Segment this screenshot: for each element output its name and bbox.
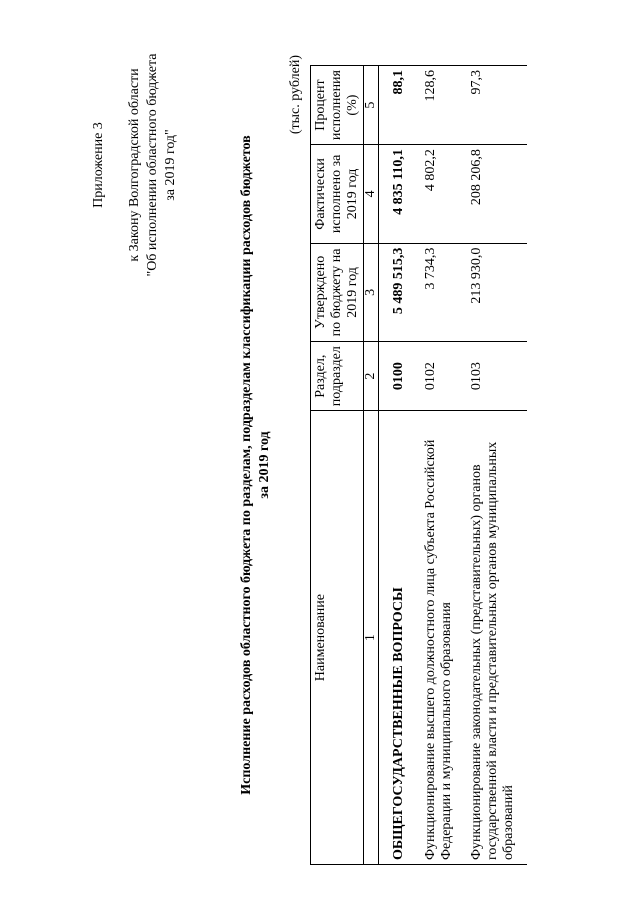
title-line-1: Исполнение расходов областного бюджета по разделам, подразделам классификации расходов бюджетов [239,135,254,795]
budget-table [310,65,527,865]
table-row [419,66,465,865]
row-code: 0102 [419,342,465,411]
row-fact: 4 802,2 [419,145,465,243]
column-number: 3 [364,243,379,342]
column-number: 2 [364,342,379,411]
row-name: Функционирование законодательных (представительных) органов государственной власти и представительных органов муниципальных образований [465,411,527,865]
appendix-line-2: "Об исполнении областного бюджета [145,53,160,277]
document-title [238,65,274,865]
row-plan: 3 734,3 [419,243,465,342]
table-row [465,66,527,865]
header-plan: Утверждено по бюджету на 2019 год [311,243,364,342]
header-name: Наименование [311,411,364,865]
column-number: 1 [364,411,379,865]
row-code: 0100 [379,342,420,411]
column-number: 5 [364,66,379,145]
row-code: 0103 [465,342,527,411]
row-name: Функционирование высшего должностного лица субъекта Российской Федерации и муниципального образования [419,411,465,865]
column-number: 4 [364,145,379,243]
table-row [379,66,420,865]
row-plan: 5 489 515,3 [379,243,420,342]
header-percent: Процент исполнения (%) [311,66,364,145]
row-percent: 97,3 [465,66,527,145]
row-fact: 208 206,8 [465,145,527,243]
row-plan: 213 930,0 [465,243,527,342]
row-percent: 128,6 [419,66,465,145]
header-row [311,66,364,865]
appendix-number: Приложение 3 [91,122,106,208]
row-name: ОБЩЕГОСУДАРСТВЕННЫЕ ВОПРОСЫ [379,411,420,865]
header-fact: Фактически исполнено за 2019 год [311,145,364,243]
unit-label: (тыс. рублей) [288,55,303,135]
appendix-line-3: за 2019 год" [163,129,178,201]
row-fact: 4 835 110,1 [379,145,420,243]
row-percent: 88,1 [379,66,420,145]
title-line-2: за 2019 год [257,431,272,499]
appendix-line-1: к Закону Волгоградской области [127,68,142,262]
appendix-header [90,45,180,285]
header-code: Раздел, подраздел [311,342,364,411]
column-number-row [364,66,379,865]
